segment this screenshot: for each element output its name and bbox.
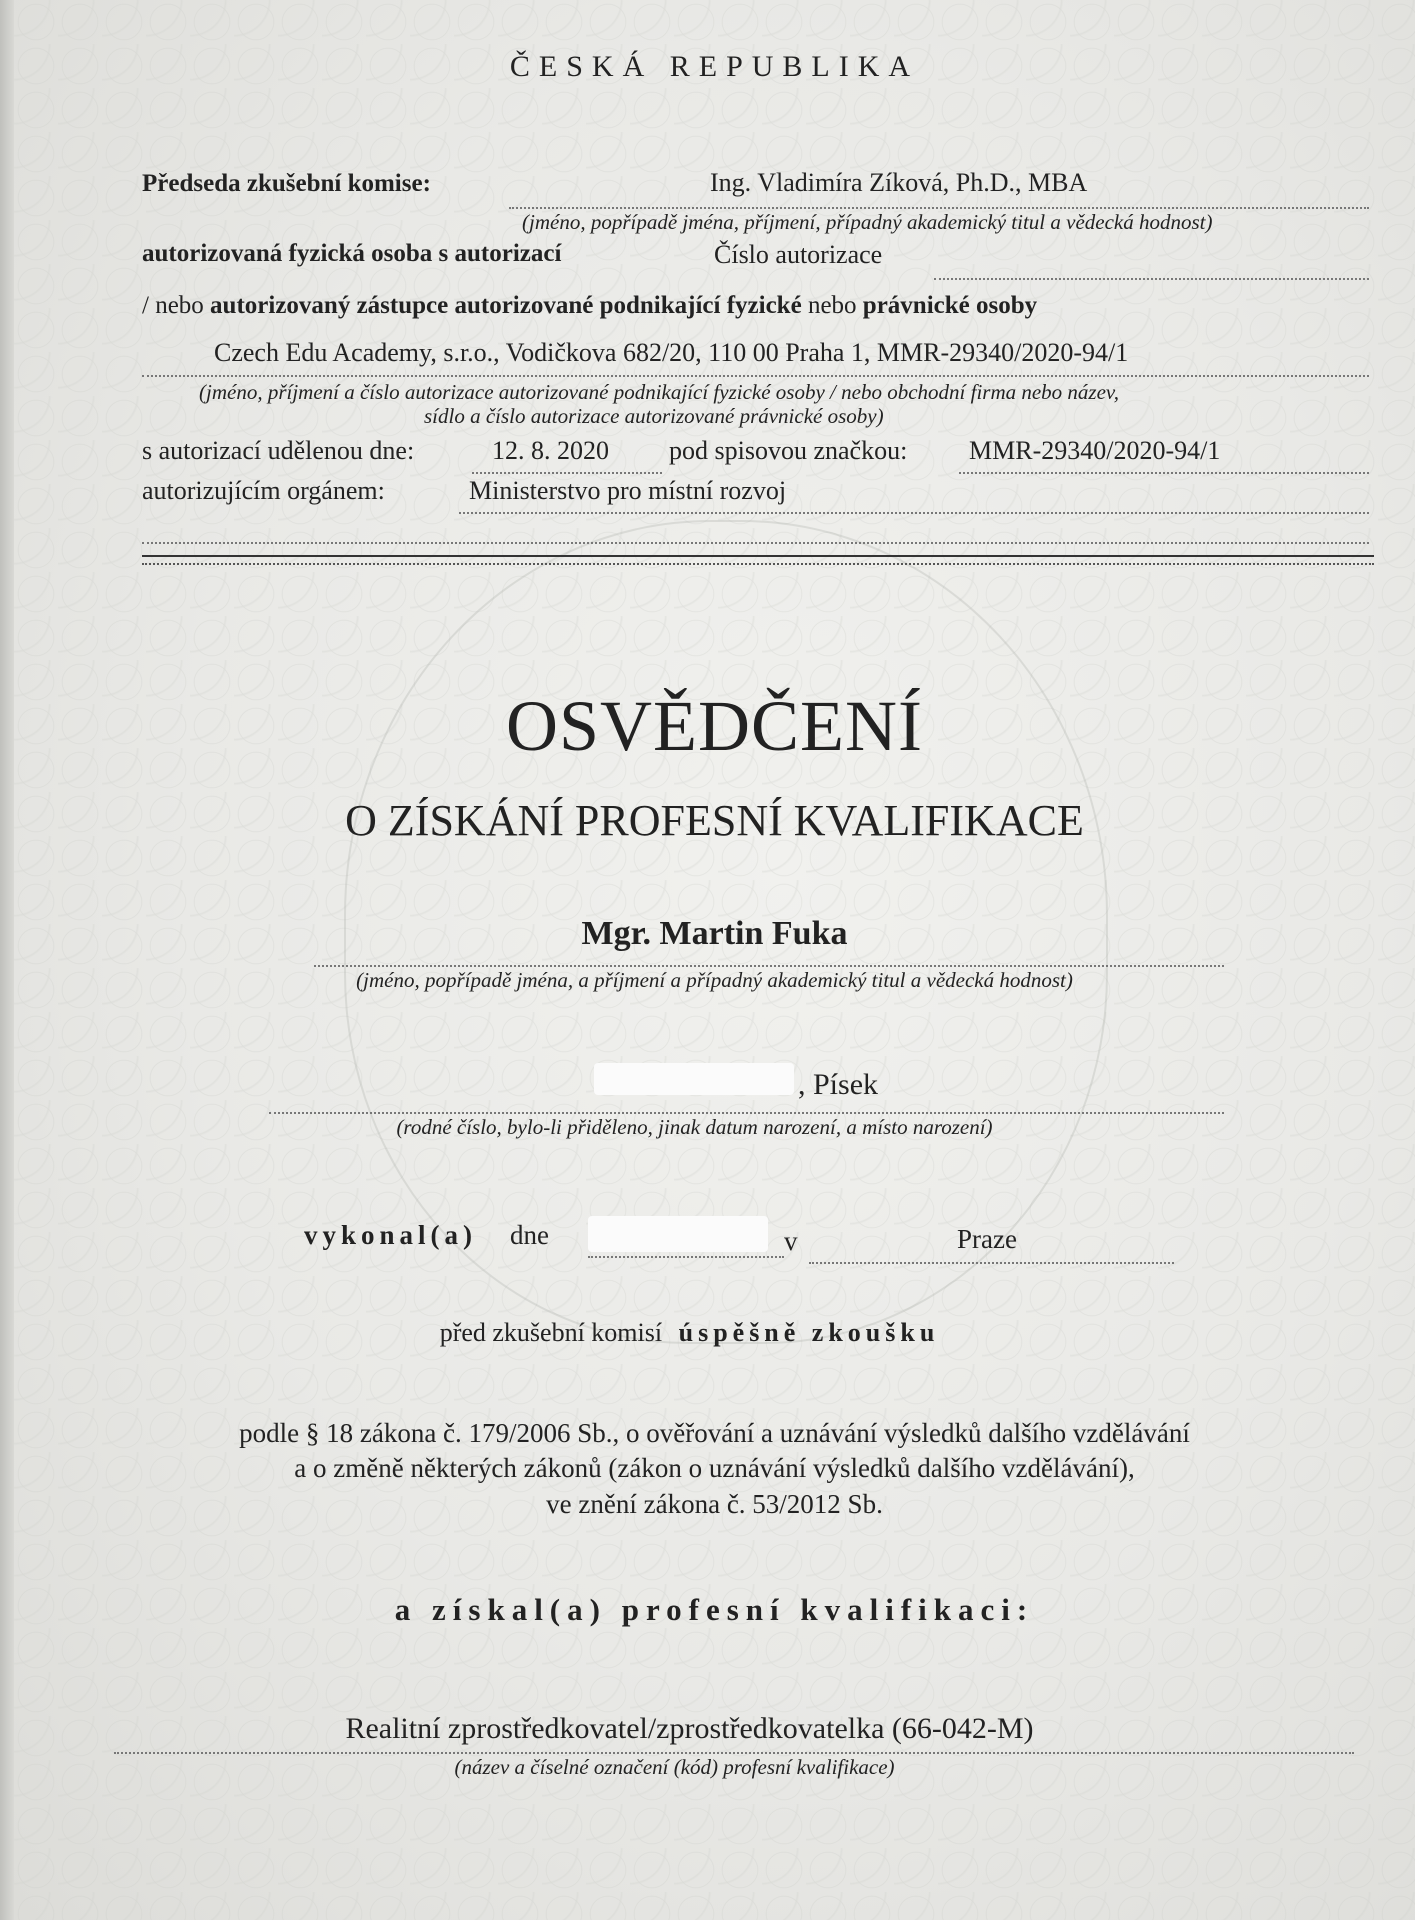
redacted-birth-number [594,1063,794,1095]
law-line-3: ve znění zákona č. 53/2012 Sb. [546,1489,883,1519]
certificate-title: OSVĚDČENÍ [506,686,923,766]
granted-label: s autorizací udělenou dne: [142,436,415,465]
file-number: MMR-29340/2020-94/1 [969,436,1221,465]
holder-name: Mgr. Martin Fuka [581,915,848,952]
auth-number-label: Číslo autorizace [714,240,883,269]
birth-place: , Písek [798,1068,879,1101]
representative-bold-2: právnické osoby [862,292,1038,319]
certificate-subtitle: O ZÍSKÁNÍ PROFESNÍ KVALIFIKACE [345,796,1084,845]
in-label: v [784,1226,798,1256]
auth-number-line [934,278,1369,280]
law-line-1: podle § 18 zákona č. 179/2006 Sb., o ověřování a uznávání výsledků dalšího vzdělávání [239,1418,1190,1448]
exam-bold: úspěšně zkoušku [678,1318,940,1347]
exam-sentence [14,1318,1390,1348]
page-edge-shadow [0,0,14,1920]
header-separator-dotted [142,563,1374,565]
company-note-2: sídlo a číslo autorizace autorizované právnické osoby) [424,404,884,428]
representative-line [142,292,1037,320]
company-note-1: (jméno, příjmení a číslo autorizace autorizované podnikající fyzické osoby / nebo obchodní firma nebo název, [199,380,1119,404]
performed-label: vykonal(a) [304,1220,478,1250]
redacted-exam-date [588,1216,768,1252]
exam-city: Praze [957,1224,1017,1254]
birth-line [269,1112,1224,1114]
qualification-name: Realitní zprostředkovatel/zprostředkovatelka (66-042-M) [345,1712,1034,1745]
authority-line [459,512,1369,514]
country-heading: ČESKÁ REPUBLIKA [509,50,920,83]
chair-label: Předseda zkušební komise: [142,170,431,197]
representative-mid: nebo [807,292,857,319]
qualification-line [114,1752,1354,1754]
birth-note: (rodné číslo, bylo-li přiděleno, jinak datum narození, a místo narození) [396,1115,993,1139]
blank-line [142,542,1369,544]
representative-prefix: / nebo [142,292,204,319]
header-separator [142,555,1374,557]
exam-date-line [588,1256,784,1258]
file-label: pod spisovou značkou: [669,436,908,465]
chair-name: Ing. Vladimíra Zíková, Ph.D., MBA [710,168,1088,197]
granted-date-line [472,472,662,474]
chair-name-line [509,207,1369,209]
company-details: Czech Edu Academy, s.r.o., Vodičkova 682/20, 110 00 Praha 1, MMR-29340/2020-94/1 [214,338,1129,367]
granted-date: 12. 8. 2020 [492,436,609,465]
file-number-line [959,472,1369,474]
exam-city-line [809,1262,1174,1264]
certificate-page [14,0,1415,1920]
chair-note: (jméno, popřípadě jména, příjmení, případný akademický titul a vědecká hodnost) [522,210,1213,234]
law-line-2: a o změně některých zákonů (zákon o uznávání výsledků dalšího vzdělávání), [294,1453,1135,1483]
holder-name-line [314,965,1224,967]
qualification-note: (název a číselné označení (kód) profesní kvalifikace) [454,1755,895,1779]
exam-prefix: před zkušební komisí [439,1318,663,1347]
acquired-heading: a získal(a) profesní kvalifikaci: [394,1592,1035,1627]
date-label: dne [510,1220,549,1250]
authority-name: Ministerstvo pro místní rozvoj [469,476,787,505]
holder-note: (jméno, popřípadě jména, a příjmení a případný akademický titul a vědecká hodnost) [356,968,1073,992]
auth-person-label: autorizovaná fyzická osoba s autorizací [142,240,562,267]
representative-bold-1: autorizovaný zástupce autorizované podnikající fyzické [210,292,802,319]
authority-label: autorizujícím orgánem: [142,476,385,505]
company-line [142,375,1369,377]
